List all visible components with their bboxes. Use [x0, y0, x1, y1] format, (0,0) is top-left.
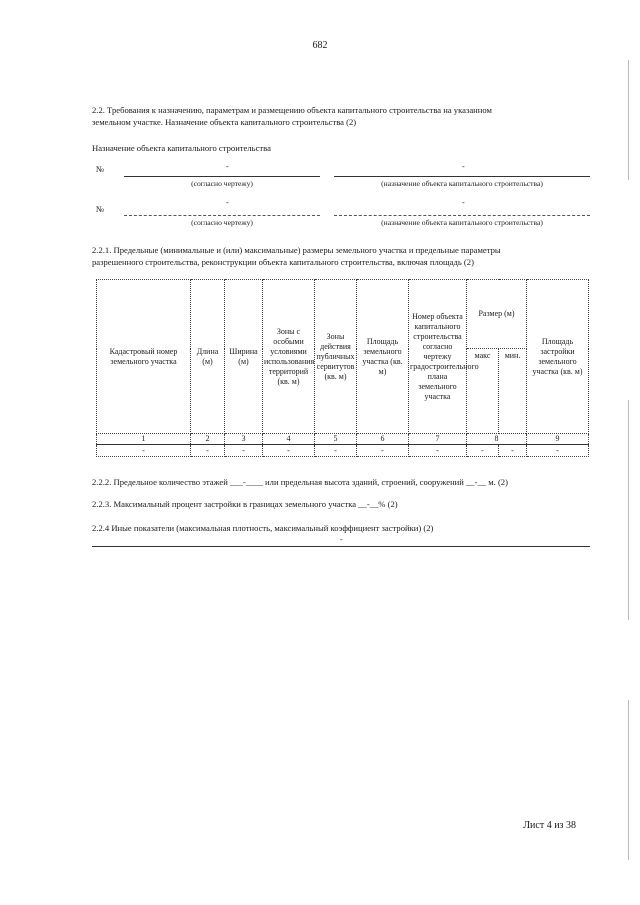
column-number: 1 — [97, 434, 191, 445]
page-number: 682 — [312, 40, 328, 51]
sheet-footer: Лист 4 из 38 — [523, 820, 576, 831]
section-2-2-1-line1: 2.2.1. Предельные (минимальные и (или) максимальные) размеры земельного участка и предельные параметры — [92, 245, 501, 255]
table-cell: - — [409, 445, 467, 457]
header-plot-area: Площадь земельного участка (кв. м) — [357, 280, 409, 434]
row-right-underline — [334, 176, 590, 177]
header-size: Размер (м) — [467, 280, 527, 349]
row-right-value: - — [462, 162, 465, 171]
table-cell: - — [191, 445, 225, 457]
row-right-caption: (назначение объекта капитального строительства) — [381, 218, 543, 227]
header-size-min: мин. — [499, 349, 527, 434]
header-width: Ширина (м) — [225, 280, 263, 434]
row-left-underline — [124, 215, 320, 216]
row-left-value: - — [226, 198, 229, 207]
table-cell: - — [357, 445, 409, 457]
scan-edge-mark — [628, 60, 629, 180]
row-right-value: - — [462, 198, 465, 207]
purpose-label: Назначение объекта капитального строительства — [92, 143, 271, 153]
section-2-2-line1: 2.2. Требования к назначению, параметрам и размещению объекта капитального строительства на указанном — [92, 105, 492, 115]
row-left-underline — [124, 176, 320, 177]
row-left-caption: (согласно чертежу) — [191, 218, 253, 227]
section-2-2-4-value: - — [340, 535, 343, 544]
table-cell: - — [263, 445, 315, 457]
column-number: 2 — [191, 434, 225, 445]
column-number: 3 — [225, 434, 263, 445]
table-cell: - — [467, 445, 499, 457]
row-left-value: - — [226, 162, 229, 171]
table-cell: - — [499, 445, 527, 457]
header-size-max: макс — [467, 349, 499, 434]
parameters-table — [96, 279, 589, 457]
section-2-2-4: 2.2.4 Иные показатели (максимальная плотность, максимальный коэффициент застройки) (2) — [92, 523, 434, 533]
row-right-underline — [334, 215, 590, 216]
table-cell: - — [315, 445, 357, 457]
row-left-caption: (согласно чертежу) — [191, 179, 253, 188]
header-object-number: Номер объекта капитального строительства согласно чертежу градостроительного плана земельного участка — [409, 280, 467, 434]
row-number-label: № — [96, 204, 105, 214]
column-number: 7 — [409, 434, 467, 445]
row-right-caption: (назначение объекта капитального строительства) — [381, 179, 543, 188]
scan-edge-mark — [628, 700, 629, 860]
section-2-2-3: 2.2.3. Максимальный процент застройки в границах земельного участка __-__% (2) — [92, 499, 398, 509]
header-building-area: Площадь застройки земельного участка (кв. м) — [527, 280, 589, 434]
section-2-2-2: 2.2.2. Предельное количество этажей ___-____ или предельная высота зданий, строений, сооружений __-__ м. (2) — [92, 477, 508, 487]
section-2-2-line2: земельном участке. Назначение объекта капитального строительства (2) — [92, 117, 357, 127]
header-special-zones: Зоны с особыми условиями использования территорий (кв. м) — [263, 280, 315, 434]
table-cell: - — [97, 445, 191, 457]
scan-edge-mark — [628, 400, 629, 620]
section-2-2-1-line2: разрешенного строительства, реконструкции объекта капитального строительства, включая площадь (2) — [92, 257, 474, 267]
table-cell: - — [225, 445, 263, 457]
column-number: 4 — [263, 434, 315, 445]
header-cadastral-number: Кадастровый номер земельного участка — [97, 280, 191, 434]
table-cell: - — [527, 445, 589, 457]
column-number: 9 — [527, 434, 589, 445]
header-servitude-zones: Зоны действия публичных сервитутов (кв. м) — [315, 280, 357, 434]
header-length: Длина (м) — [191, 280, 225, 434]
section-2-2-4-underline — [92, 546, 590, 547]
column-number: 8 — [467, 434, 527, 445]
column-number: 5 — [315, 434, 357, 445]
row-number-label: № — [96, 164, 105, 174]
column-number: 6 — [357, 434, 409, 445]
